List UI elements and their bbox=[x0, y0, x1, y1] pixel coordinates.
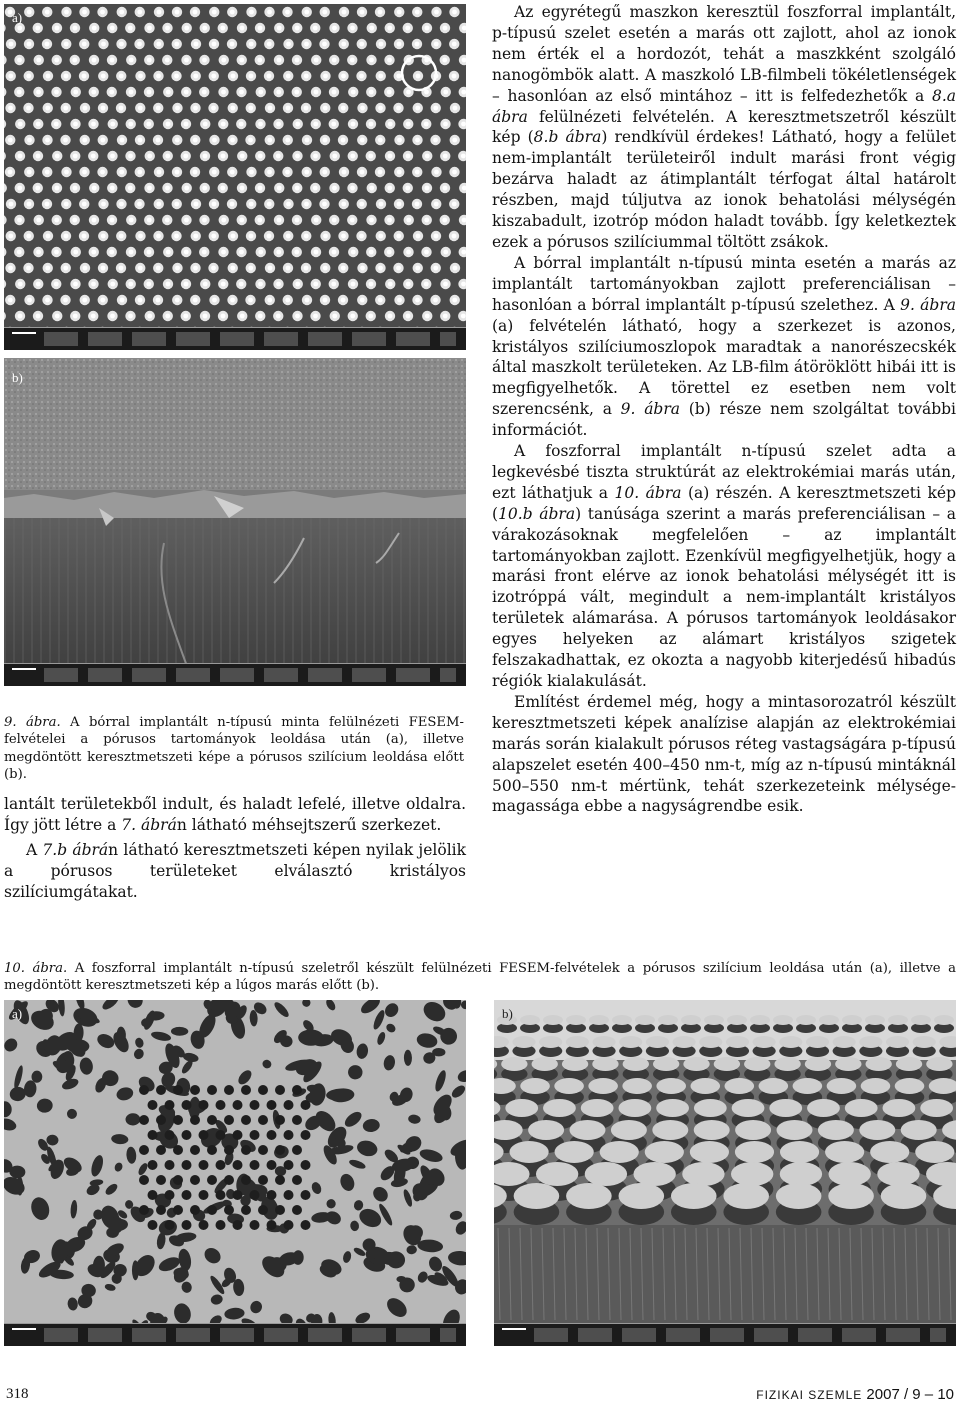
figure-9-caption-number: 9. ábra. bbox=[4, 715, 61, 730]
right-column-text bbox=[492, 2, 956, 817]
pillar-cross-section bbox=[494, 1000, 956, 1346]
porous-pattern bbox=[4, 1000, 466, 1346]
figure-ref: 10.b ábra bbox=[498, 504, 576, 523]
panel-label-9b: b) bbox=[12, 370, 23, 385]
sem-info-bar bbox=[4, 663, 466, 686]
right-paragraph-1: Az egyrétegű maszkon keresztül foszforral implantált, p-típusú szelet esetén a marás ott zajlott, ahol az ionok nem érték el a hordozót, tehát a maszkként szolgáló nanogömbök alatt. A maszkoló LB-filmbeli tökéletlenségek – hasonlóan az első mintához – itt is felfedezhetők a 8.a ábra felülnézeti felvételén. A keresztmetszetről készült kép (8.b ábra) rendkívül érdekes! Látható, hogy a felület nem-implantált területeiről indult marási front végig bezárva haladt az átimplantált térfogat által határolt részben, majd túljutva az ionok behatolási mélységén kiszabadult, izotróp módon haladt tovább. Így keletkeztek ezek a pórusos szilíciummal töltött zsákok. bbox=[492, 3, 957, 251]
figure-9a-image bbox=[4, 4, 466, 350]
sem-info-bar bbox=[4, 327, 466, 350]
right-paragraph-3: A foszforral implantált n-típusú szelet adta a legkevésbé tiszta struktúrát az elektrokémiai marás után, ezt láthatjuk a 10. ábra (a) részén. A keresztmetszeti kép (10.b ábra) tanúsága szerint a marás preferenciálisan – a várakozásoknak megfelelően – az implantált tartományokban zajlott. Ezenkívül megfigyelhetjük, hogy a marási front elérve az ionok behatolási mélységét itt is izotróppá vált, megindult a nem-implantált kristályos területek alámarása. A pórusos tartományok leoldásakor egyes helyeken az alámart kristályos szigetek felszakadhattak, ez okozta a nagyobb kiterjedésű hibadús régiók kialakulását. bbox=[492, 442, 957, 690]
figure-9-caption bbox=[4, 714, 464, 783]
journal-footer bbox=[756, 1386, 954, 1403]
figure-10-caption bbox=[4, 960, 956, 995]
left-column-text bbox=[4, 794, 466, 903]
figure-ref: 7.b ábrá bbox=[42, 840, 109, 859]
left-paragraph-1: lantált területekből indult, és haladt lefelé, illetve oldalra. Így jött létre a 7. ábrán látható méhsejtszerű szerkezet. bbox=[4, 795, 466, 834]
journal-issue: 2007 / 9 – 10 bbox=[866, 1386, 954, 1403]
figure-9b-image bbox=[4, 358, 466, 686]
figure-ref: 7. ábrá bbox=[121, 815, 177, 834]
page-number: 318 bbox=[6, 1386, 29, 1402]
figure-ref: 9. ábra bbox=[620, 400, 681, 419]
journal-name: FIZIKAI SZEMLE bbox=[756, 1388, 863, 1402]
panel-label-9a: a) bbox=[12, 10, 23, 25]
panel-label-10a: a) bbox=[12, 1006, 23, 1021]
figure-9-caption-text: A bórral implantált n-típusú minta felülnézeti FESEM-felvételei a pórusos tartományok leoldása után (a), illetve megdöntött keresztmetszeti képe a pórusos szilícium leoldása előtt (b). bbox=[4, 715, 464, 782]
figure-10a-image bbox=[4, 1000, 466, 1346]
figure-ref: 8.b ábra bbox=[533, 128, 602, 147]
cross-section-view bbox=[4, 358, 466, 686]
panel-label-10b: b) bbox=[502, 1006, 513, 1021]
figure-10-caption-number: 10. ábra. bbox=[4, 961, 68, 976]
figure-10b-image bbox=[494, 1000, 956, 1346]
sem-info-bar bbox=[494, 1323, 956, 1346]
sem-info-bar bbox=[4, 1323, 466, 1346]
hex-dot-pattern bbox=[4, 4, 466, 350]
right-paragraph-4: Említést érdemel még, hogy a mintasorozatról készült keresztmetszeti képek analízise alapján az elektrokémiai marás során kialakult pórusos réteg vastagságára p-típusú alapszelet esetén 400–450 nm-t, míg az n-típusú mintáknál 500–550 nm-t mértünk, tehát szerkezeteink mélysége-magassága ebbe a nagyságrendbe esik. bbox=[492, 692, 956, 816]
figure-ref: 8.a ábra bbox=[492, 86, 956, 126]
left-paragraph-2: A 7.b ábrán látható keresztmetszeti képen nyilak jelölik a pórusos területeket elválasztó kristályos szilíciumgátakat. bbox=[4, 840, 467, 901]
figure-10-caption-text: A foszforral implantált n-típusú szeletről készült felülnézeti FESEM-felvételek a pórusos szilícium leoldása után (a), illetve a megdöntött keresztmetszeti kép a lúgos marás előtt (b). bbox=[4, 961, 957, 994]
figure-ref: 10. ábra bbox=[614, 483, 682, 502]
right-paragraph-2: A bórral implantált n-típusú minta esetén a marás az implantált tartományokban zajlott preferenciálisan – hasonlóan a bórral implantált p-típusú szelethez. A 9. ábra (a) felvételén látható, hogy a szerkezet is azonos, kristályos szilíciumoszlopok maradtak a nanorészecskék által maszkolt területeken. Az LB-film átöröklött hibái itt is megfigyelhetők. A törettel ez esetben nem volt szerencsénk, a 9. ábra (b) része nem szolgáltat további információt. bbox=[492, 253, 956, 440]
figure-ref: 9. ábra bbox=[900, 295, 956, 314]
